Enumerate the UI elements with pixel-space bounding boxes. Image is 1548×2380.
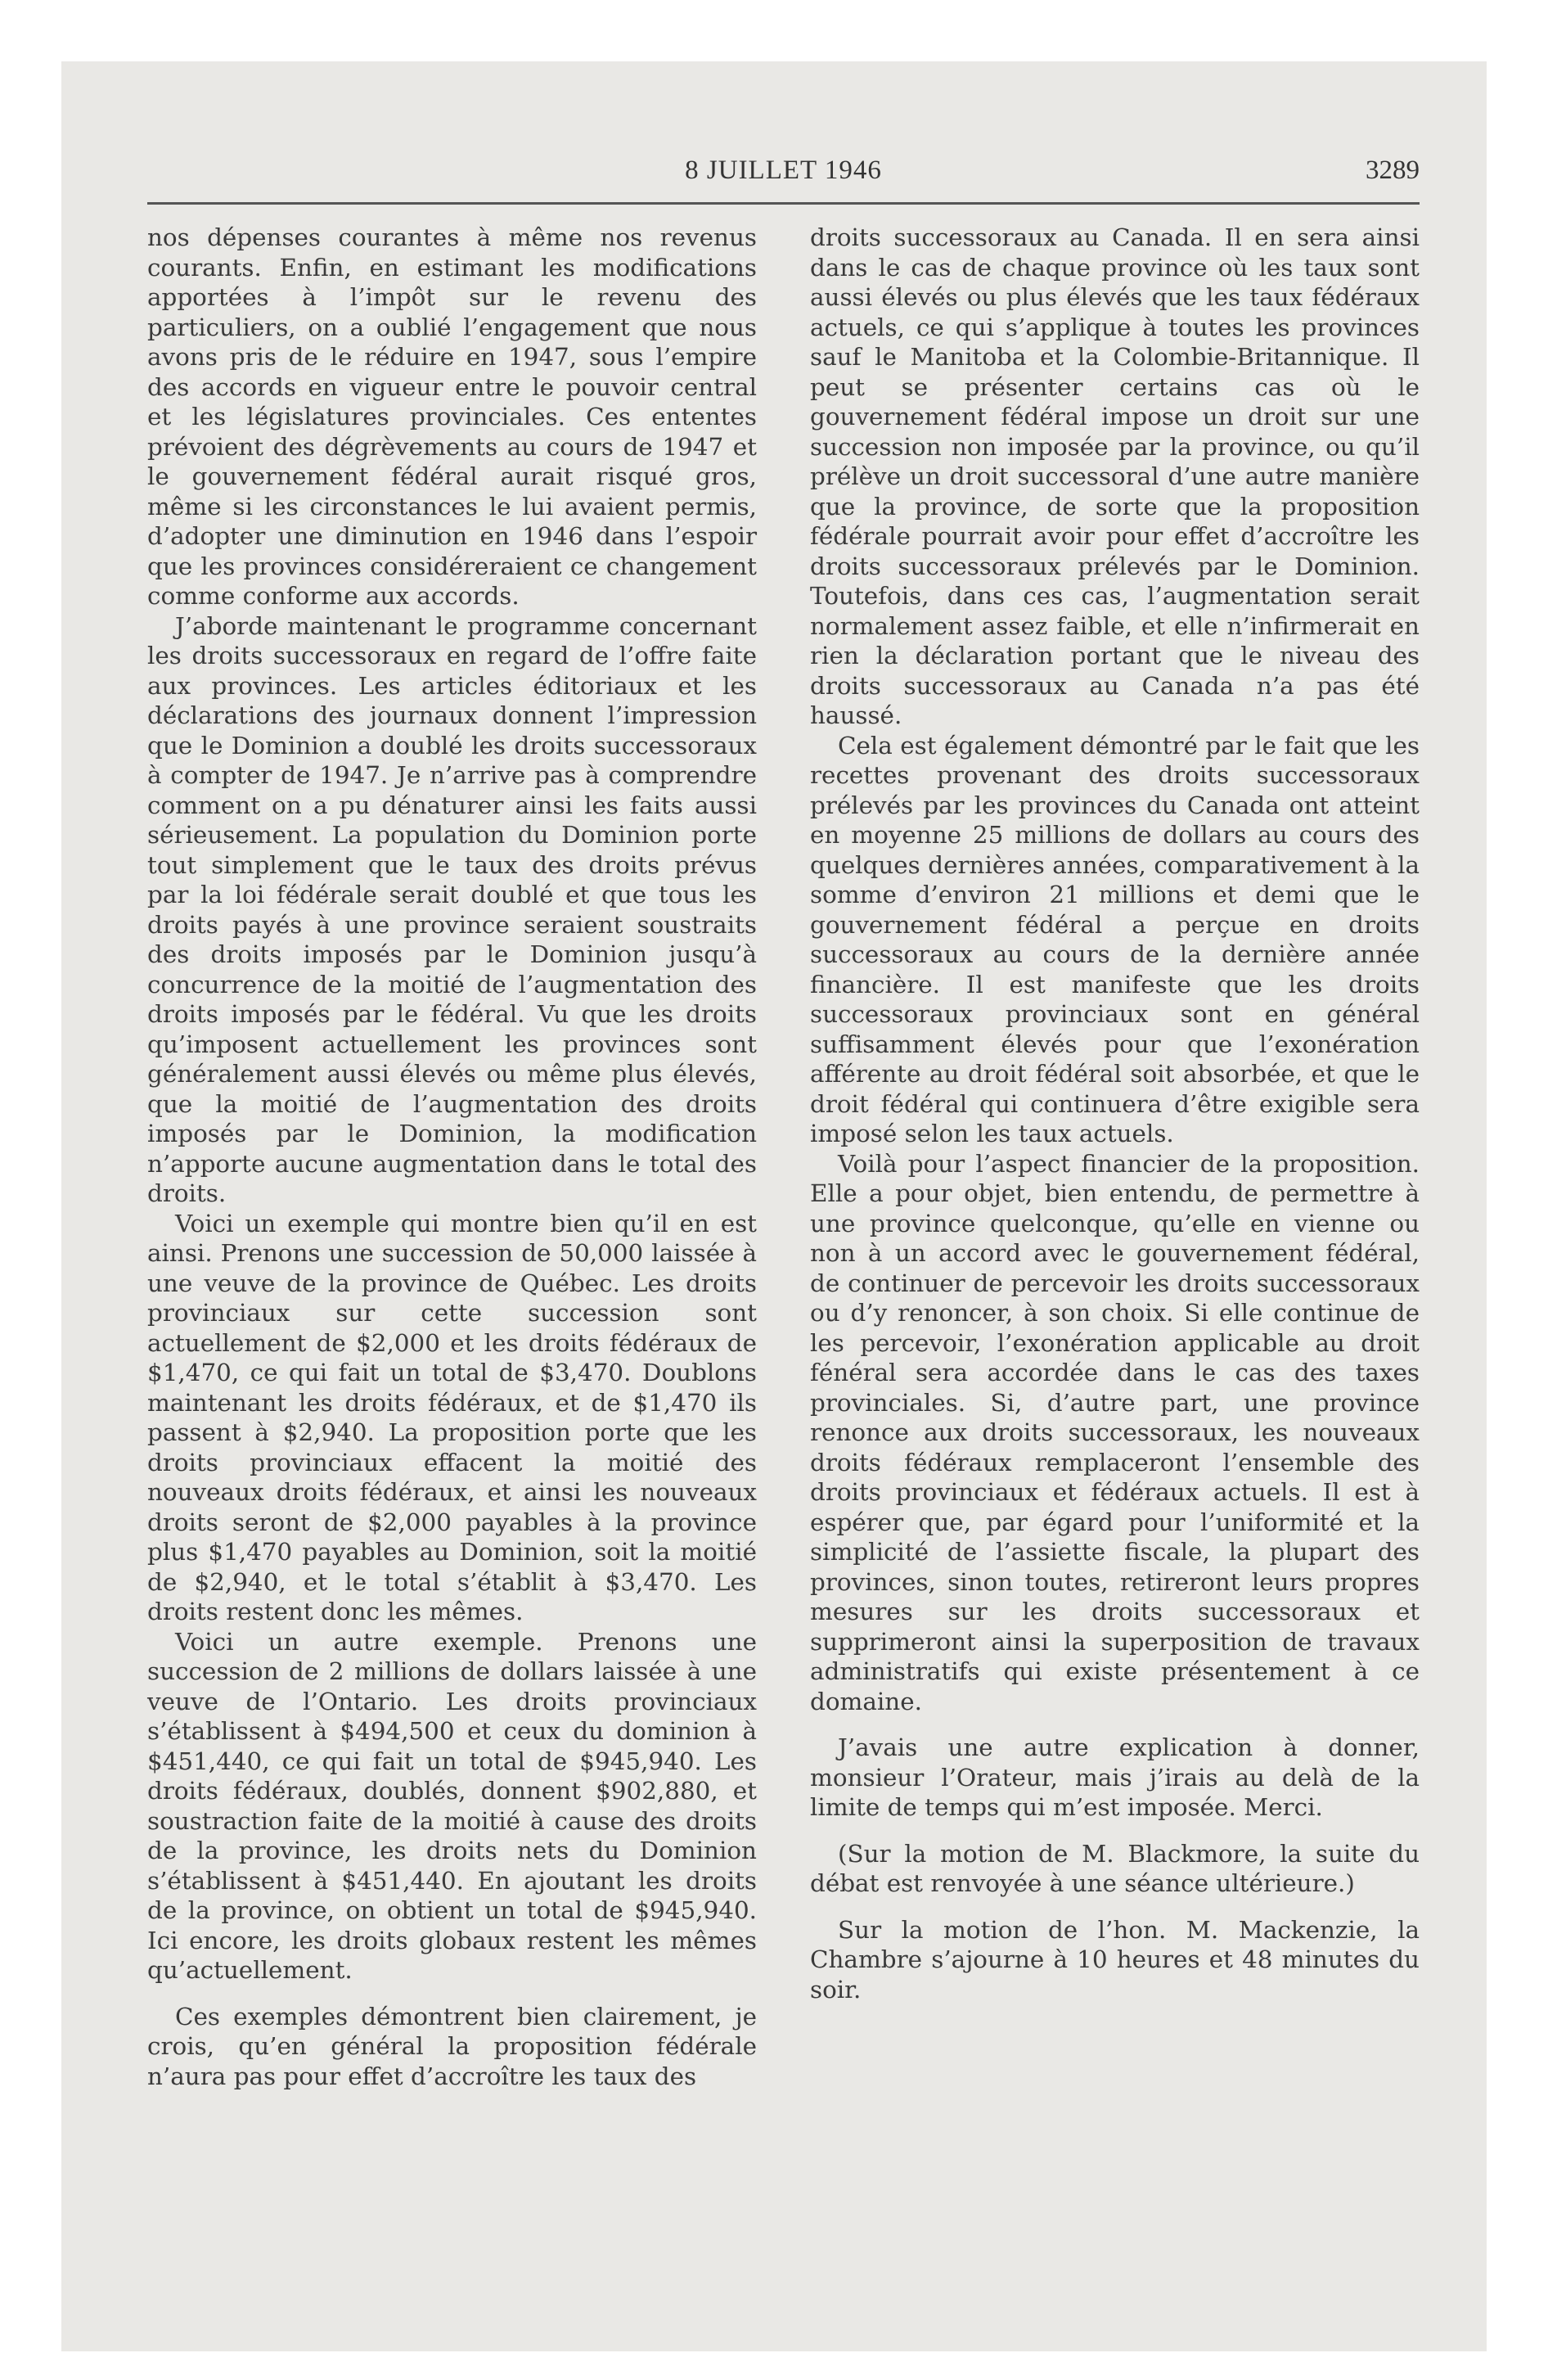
page-number: 3289	[1366, 156, 1420, 185]
paragraph: Voilà pour l’aspect financier de la proposition. Elle a pour objet, bien entendu, de permettre à une province quelconque, qu’elle en vienne ou non à un accord avec le gouvernement fédéral, de continuer de percevoir les droits successoraux ou d’y renoncer, à son choix. Si elle continue de les percevoir, l’exonération applicable au droit fénéral sera accordée dans le cas des taxes provinciales. Si, d’autre part, une province renonce aux droits successoraux, les nouveaux droits fédéraux remplaceront l’ensemble des droits provinciaux et fédéraux actuels. Il est à espérer que, par égard pour l’uniformité et la simplicité de l’assiette fiscale, la plupart des provinces, sinon toutes, retireront leurs propres mesures sur les droits successoraux et supprimeront ainsi la superposition de travaux administratifs qui existe présentement à ce domaine.	[810, 1149, 1420, 1715]
left-column	[147, 223, 757, 2091]
paragraph: Cela est également démontré par le fait que les recettes provenant des droits successoraux prélevés par les provinces du Canada ont atteint en moyenne 25 millions de dollars au cours des quelques dernières années, comparativement à la somme d’environ 21 millions et demi que le gouvernement fédéral a perçue en droits successoraux au cours de la dernière année financière. Il est manifeste que les droits successoraux provinciaux sont en général suffisamment élevés pour que l’exonération afférente au droit fédéral soit absorbée, et que le droit fédéral qui continuera d’être exigible sera imposé selon les taux actuels.	[810, 731, 1420, 1147]
paragraph: (Sur la motion de M. Blackmore, la suite du débat est renvoyée à une séance ultérieure.)	[810, 1839, 1420, 1897]
page-header	[147, 156, 1420, 196]
header-rule	[147, 202, 1420, 205]
paragraph: Ces exemples démontrent bien clairement, je crois, qu’en général la proposition fédérale n’aura pas pour effet d’accroître les taux des	[147, 2002, 757, 2090]
paragraph: nos dépenses courantes à même nos revenus courants. Enfin, en estimant les modifications apportées à l’impôt sur le revenu des particuliers, on a oublié l’engagement que nous avons pris de le réduire en 1947, sous l’empire des accords en vigueur entre le pouvoir central et les législatures provinciales. Ces ententes prévoient des dégrèvements au cours de 1947 et le gouvernement fédéral aurait risqué gros, même si les circonstances le lui avaient permis, d’adopter une diminution en 1946 dans l’espoir que les provinces considéreraient ce changement comme conforme aux accords.	[147, 223, 757, 610]
paragraph: J’aborde maintenant le programme concernant les droits successoraux en regard de l’offre faite aux provinces. Les articles éditoriaux et les déclarations des journaux donnent l’impression que le Dominion a doublé les droits successoraux à compter de 1947. Je n’arrive pas à comprendre comment on a pu dénaturer ainsi les faits aussi sérieusement. La population du Dominion porte tout simplement que le taux des droits prévus par la loi fédérale serait doublé et que tous les droits payés à une province seraient soustraits des droits imposés par le Dominion jusqu’à concurrence de la moitié de l’augmentation des droits imposés par le fédéral. Vu que les droits qu’imposent actuellement les provinces sont généralement aussi élevés ou même plus élevés, que la moitié de l’augmentation des droits imposés par le Dominion, la modification n’apporte aucune augmentation dans le total des droits.	[147, 611, 757, 1207]
paragraph: Voici un autre exemple. Prenons une succession de 2 millions de dollars laissée à une veuve de l’Ontario. Les droits provinciaux s’établissent à $494,500 et ceux du dominion à $451,440, ce qui fait un total de $945,940. Les droits fédéraux, doublés, donnent $902,880, et soustraction faite de la moitié à cause des droits de la province, les droits nets du Dominion s’établissent à $451,440. En ajoutant les droits de la province, on obtient un total de $945,940. Ici encore, les droits globaux restent les mêmes qu’actuellement.	[147, 1627, 757, 1984]
header-date: 8 JUILLET 1946	[685, 156, 882, 185]
right-column	[810, 223, 1420, 2004]
paragraph: Sur la motion de l’hon. M. Mackenzie, la Chambre s’ajourne à 10 heures et 48 minutes du soir.	[810, 1915, 1420, 2004]
paragraph: droits successoraux au Canada. Il en sera ainsi dans le cas de chaque province où les taux sont aussi élevés ou plus élevés que les taux fédéraux actuels, ce qui s’applique à toutes les provinces sauf le Manitoba et la Colombie-Britannique. Il peut se présenter certains cas où le gouvernement fédéral impose un droit sur une succession non imposée par la province, ou qu’il prélève un droit successoral d’une autre manière que la province, de sorte que la proposition fédérale pourrait avoir pour effet d’accroître les droits successoraux prélevés par le Dominion. Toutefois, dans ces cas, l’augmentation serait normalement assez faible, et elle n’infirmerait en rien la déclaration portant que le niveau des droits successoraux au Canada n’a pas été haussé.	[810, 223, 1420, 729]
paragraph: Voici un exemple qui montre bien qu’il en est ainsi. Prenons une succession de 50,000 laissée à une veuve de la province de Québec. Les droits provinciaux sur cette succession sont actuellement de $2,000 et les droits fédéraux de $1,470, ce qui fait un total de $3,470. Doublons maintenant les droits fédéraux, et de $1,470 ils passent à $2,940. La proposition porte que les droits provinciaux effacent la moitié des nouveaux droits fédéraux, et ainsi les nouveaux droits seront de $2,000 payables à la province plus $1,470 payables au Dominion, soit la moitié de $2,940, et le total s’établit à $3,470. Les droits restent donc les mêmes.	[147, 1209, 757, 1625]
paragraph: J’avais une autre explication à donner, monsieur l’Orateur, mais j’irais au delà de la limite de temps qui m’est imposée. Merci.	[810, 1733, 1420, 1821]
